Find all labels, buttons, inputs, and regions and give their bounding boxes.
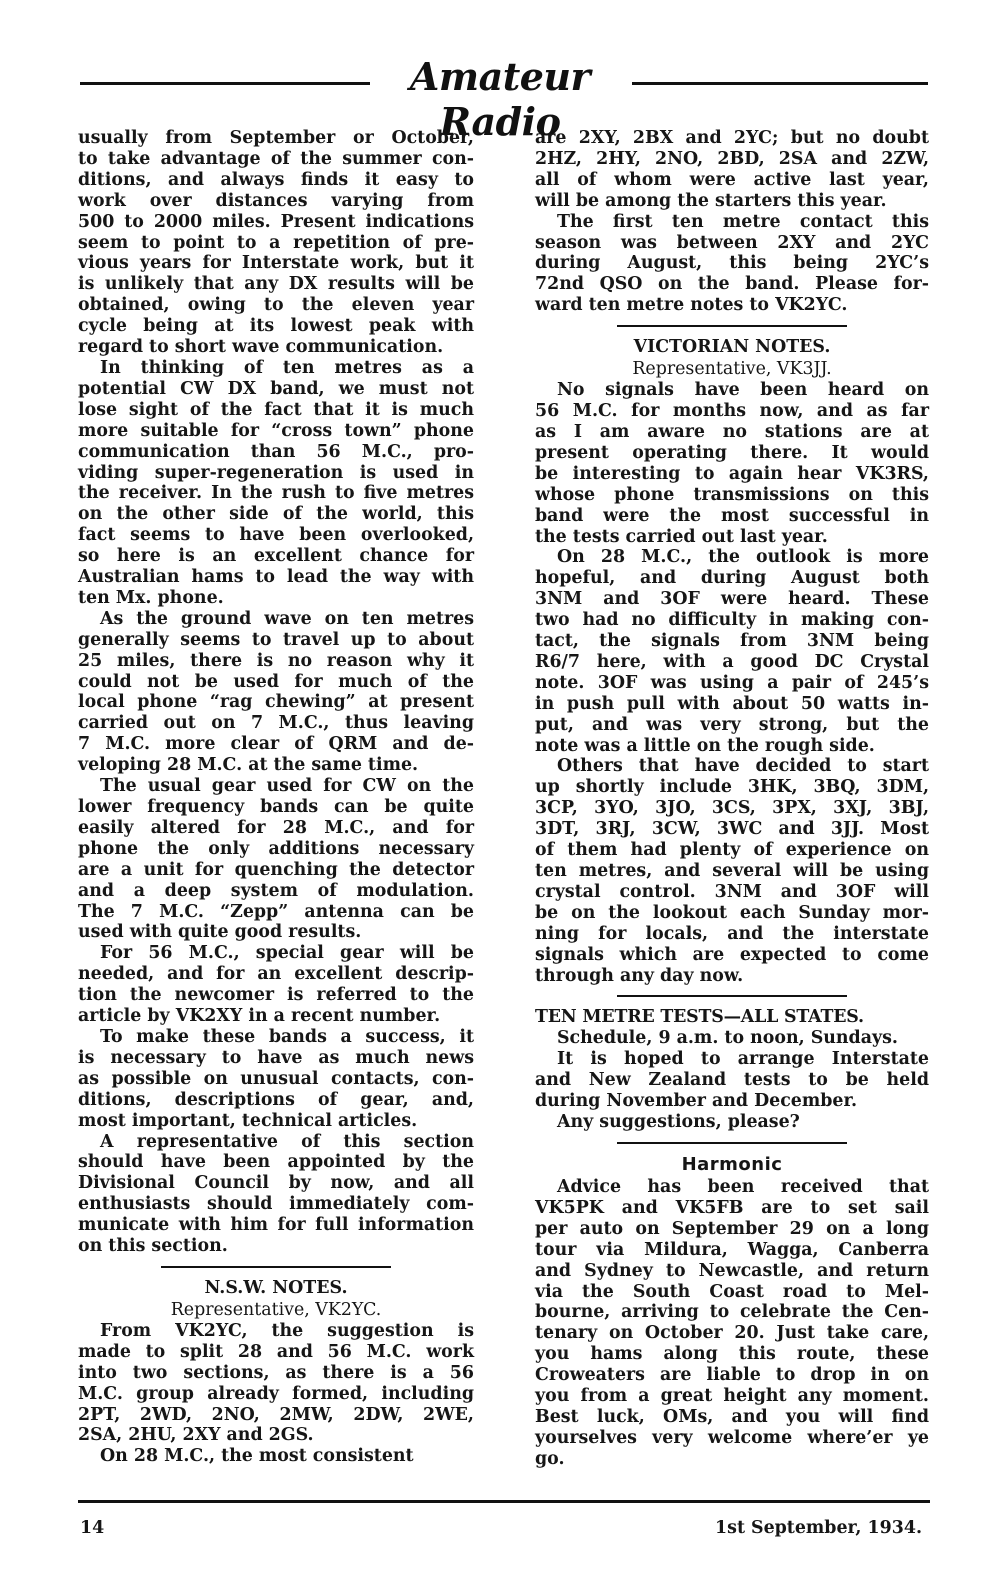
masthead-title: Amateur Radio xyxy=(409,54,591,144)
text-line: It is hoped to arrange Interstate xyxy=(557,1049,929,1070)
text-line: you hams along this route, these xyxy=(535,1344,929,1365)
text-line: On 28 M.C., the outlook is more xyxy=(557,547,929,568)
text-line: ning for locals, and the interstate xyxy=(535,923,929,944)
text-line: be interesting to again hear VK3RS, xyxy=(535,463,929,484)
text-line: put, and was very strong, but the xyxy=(535,714,929,735)
section-divider xyxy=(617,995,847,997)
text-line: enthusiasts should immediately com- xyxy=(78,1194,474,1215)
text-line: Others that have decided to start xyxy=(557,756,929,777)
text-line: Advice has been received that xyxy=(557,1176,929,1197)
text-line: 72nd QSO on the band. Please for- xyxy=(535,274,929,295)
text-line: made to split 28 and 56 M.C. work xyxy=(78,1341,474,1362)
text-line: all of whom were active last year, xyxy=(535,169,929,190)
text-line: easily altered for 28 M.C., and for xyxy=(78,817,474,838)
text-line: present operating there. It would xyxy=(535,442,929,463)
masthead-rule-right xyxy=(632,82,928,85)
text-line: and a deep system of modulation. xyxy=(78,880,474,901)
text-line: work over distances varying from xyxy=(78,190,474,211)
text-line: On 28 M.C., the most consistent xyxy=(100,1446,414,1467)
text-line: As the ground wave on ten metres xyxy=(100,608,474,629)
text-line: up shortly include 3HK, 3BQ, 3DM, xyxy=(535,777,929,798)
text-line: viding super-regeneration is used in xyxy=(78,462,474,483)
text-line: are 2XY, 2BX and 2YC; but no doubt xyxy=(535,128,929,148)
text-line: usually from September or October, xyxy=(78,128,474,148)
victorian-notes-heading: VICTORIAN NOTES. xyxy=(633,337,831,358)
masthead-rule-left xyxy=(80,82,370,85)
text-line: on this section. xyxy=(78,1236,228,1257)
text-line: ward ten metre notes to VK2YC. xyxy=(535,295,848,316)
text-line: veloping 28 M.C. at the same time. xyxy=(78,755,419,776)
left-text-block-b xyxy=(78,1321,474,1467)
text-line: Australian hams to lead the way with xyxy=(78,567,474,588)
text-line: A representative of this section xyxy=(100,1131,474,1152)
text-line: tion the newcomer is referred to the xyxy=(78,985,474,1006)
text-line: obtained, owing to the eleven year xyxy=(78,295,474,316)
text-line: 56 M.C. for months now, and as far xyxy=(535,401,929,422)
text-line: lower frequency bands can be quite xyxy=(78,797,474,817)
text-line: Best luck, OMs, and you will find xyxy=(535,1406,929,1427)
text-line: the receiver. In the rush to five metres xyxy=(78,483,474,504)
text-line: will be among the starters this year. xyxy=(535,190,887,211)
text-line: From VK2YC, the suggestion is xyxy=(100,1320,474,1341)
right-text-block-d xyxy=(535,1177,929,1470)
text-line: should have been appointed by the xyxy=(78,1152,474,1173)
text-line: be on the lookout each Sunday mor- xyxy=(535,902,929,923)
text-line: crystal control. 3NM and 3OF will xyxy=(535,881,929,902)
text-line: 25 miles, there is no reason why it xyxy=(78,650,474,671)
text-line: whose phone transmissions on this xyxy=(535,484,929,505)
text-line: tact, the signals from 3NM being xyxy=(535,631,929,652)
text-line: lose sight of the fact that it is much xyxy=(78,399,474,420)
text-line: during August, this being 2YC’s xyxy=(535,253,929,274)
text-line: of them had plenty of experience on xyxy=(535,840,929,861)
text-line: is unlikely that any DX results will be xyxy=(78,274,474,295)
text-line: No signals have been heard on xyxy=(557,380,929,401)
text-line: ten metres, and several will be using xyxy=(535,861,929,881)
text-line: 2HZ, 2HY, 2NO, 2BD, 2SA and 2ZW, xyxy=(535,148,929,169)
section-divider xyxy=(617,1142,847,1144)
text-line: communication than 56 M.C., pro- xyxy=(78,441,474,462)
text-line: tenary on October 20. Just take care, xyxy=(535,1323,929,1344)
text-line: via the South Coast road to Mel- xyxy=(535,1281,929,1302)
section-divider xyxy=(161,1266,391,1268)
text-line: during November and December. xyxy=(535,1091,858,1112)
victorian-representative: Representative, VK3JJ. xyxy=(632,359,832,380)
text-line: you from a great height any moment. xyxy=(535,1386,929,1407)
text-line: potential CW DX band, we must not xyxy=(78,378,474,399)
text-line: used with quite good results. xyxy=(78,922,362,943)
right-text-block-a xyxy=(535,128,929,316)
text-line: tour via Mildura, Wagga, Canberra xyxy=(535,1239,929,1260)
text-line: most important, technical articles. xyxy=(78,1110,418,1131)
text-line: through any day now. xyxy=(535,965,744,986)
text-line: ten Mx. phone. xyxy=(78,587,224,608)
text-line: 3NM and 3OF were heard. These xyxy=(535,589,929,610)
page-number: 14 xyxy=(80,1518,105,1538)
right-column xyxy=(535,128,929,1470)
text-line: generally seems to travel up to about xyxy=(78,629,474,650)
text-line: cycle being at its lowest peak with xyxy=(78,316,474,337)
text-line: note was a little on the rough side. xyxy=(535,735,875,756)
text-line: the tests carried out last year. xyxy=(535,526,828,547)
text-line: Any suggestions, please? xyxy=(557,1112,800,1133)
text-line: yourselves very welcome where’er ye xyxy=(535,1427,929,1448)
text-line: and Sydney to Newcastle, and return xyxy=(535,1260,929,1281)
text-line: local phone “rag chewing” at present xyxy=(78,692,474,713)
footer-rule xyxy=(78,1500,930,1503)
text-line: on the other side of the world, this xyxy=(78,504,474,525)
text-line: Divisional Council by now, and all xyxy=(78,1173,474,1194)
text-line: bourne, arriving to celebrate the Cen- xyxy=(535,1302,929,1323)
text-line: VK5PK and VK5FB are to set sail xyxy=(535,1197,929,1218)
harmonic-heading: Harmonic xyxy=(681,1153,783,1175)
text-line: as possible on unusual contacts, con- xyxy=(78,1068,474,1089)
text-line: band were the most successful in xyxy=(535,505,929,526)
text-line: signals which are expected to come xyxy=(535,944,929,965)
text-line: so here is an excellent chance for xyxy=(78,546,474,567)
text-line: into two sections, as there is a 56 xyxy=(78,1362,474,1383)
text-line: M.C. group already formed, including xyxy=(78,1383,474,1404)
text-line: needed, and for an excellent descrip- xyxy=(78,964,474,985)
text-line: fact seems to have been overlooked, xyxy=(78,525,474,546)
text-line: note. 3OF was using a pair of 245’s xyxy=(535,672,929,693)
text-line: phone the only additions necessary xyxy=(78,838,474,859)
nsw-representative: Representative, VK2YC. xyxy=(170,1299,382,1320)
text-line: to take advantage of the summer con- xyxy=(78,148,474,169)
text-line: The first ten metre contact this xyxy=(557,211,929,232)
text-line: The 7 M.C. “Zepp” antenna can be xyxy=(78,901,474,922)
text-line: and New Zealand tests to be held xyxy=(535,1070,929,1091)
nsw-notes-heading: N.S.W. NOTES. xyxy=(204,1277,348,1298)
text-line: hopeful, and during August both xyxy=(535,568,929,589)
text-line: could not be used for much of the xyxy=(78,671,474,692)
text-line: per auto on September 29 on a long xyxy=(535,1218,929,1239)
text-line: R6/7 here, with a good DC Crystal xyxy=(535,651,929,672)
right-text-block-c xyxy=(535,1028,929,1133)
text-line: 2SA, 2HU, 2XY and 2GS. xyxy=(78,1425,314,1446)
text-line: Croweaters are liable to drop in on xyxy=(535,1365,929,1386)
ten-metre-tests-heading: TEN METRE TESTS—ALL STATES. xyxy=(535,1007,864,1028)
text-line: 3DT, 3RJ, 3CW, 3WC and 3JJ. Most xyxy=(535,819,929,840)
text-line: vious years for Interstate work, but it xyxy=(78,253,474,274)
text-line: is necessary to have as much news xyxy=(78,1047,474,1068)
issue-date: 1st September, 1934. xyxy=(715,1518,922,1538)
right-text-block-b xyxy=(535,380,929,986)
text-line: To make these bands a success, it xyxy=(100,1026,474,1047)
text-line: are a unit for quenching the detector xyxy=(78,859,474,880)
text-line: ditions, descriptions of gear, and, xyxy=(78,1089,474,1110)
text-line: two had no difficulty in making con- xyxy=(535,610,929,631)
left-text-block-a xyxy=(78,128,474,1257)
text-line: as I am aware no stations are at xyxy=(535,421,929,442)
text-line: In thinking of ten metres as a xyxy=(100,357,474,378)
text-line: carried out on 7 M.C., thus leaving xyxy=(78,713,474,734)
text-line: 500 to 2000 miles. Present indications xyxy=(78,211,474,232)
text-line: 3CP, 3YO, 3JO, 3CS, 3PX, 3XJ, 3BJ, xyxy=(535,798,929,819)
text-line: 7 M.C. more clear of QRM and de- xyxy=(78,734,474,755)
section-divider xyxy=(617,325,847,327)
left-column xyxy=(78,128,474,1467)
text-line: For 56 M.C., special gear will be xyxy=(100,943,474,964)
text-line: ditions, and always finds it easy to xyxy=(78,169,474,190)
text-line: season was between 2XY and 2YC xyxy=(535,232,929,253)
text-line: more suitable for “cross town” phone xyxy=(78,420,474,441)
text-line: 2PT, 2WD, 2NO, 2MW, 2DW, 2WE, xyxy=(78,1404,474,1425)
text-line: municate with him for full information xyxy=(78,1215,474,1236)
text-line: go. xyxy=(535,1448,565,1469)
text-line: seem to point to a repetition of pre- xyxy=(78,232,474,253)
text-line: in push pull with about 50 watts in- xyxy=(535,693,929,714)
text-line: article by VK2XY in a recent number. xyxy=(78,1006,441,1027)
text-line: regard to short wave communication. xyxy=(78,337,444,358)
text-line: The usual gear used for CW on the xyxy=(100,776,474,797)
text-line: Schedule, 9 a.m. to noon, Sundays. xyxy=(557,1028,898,1049)
